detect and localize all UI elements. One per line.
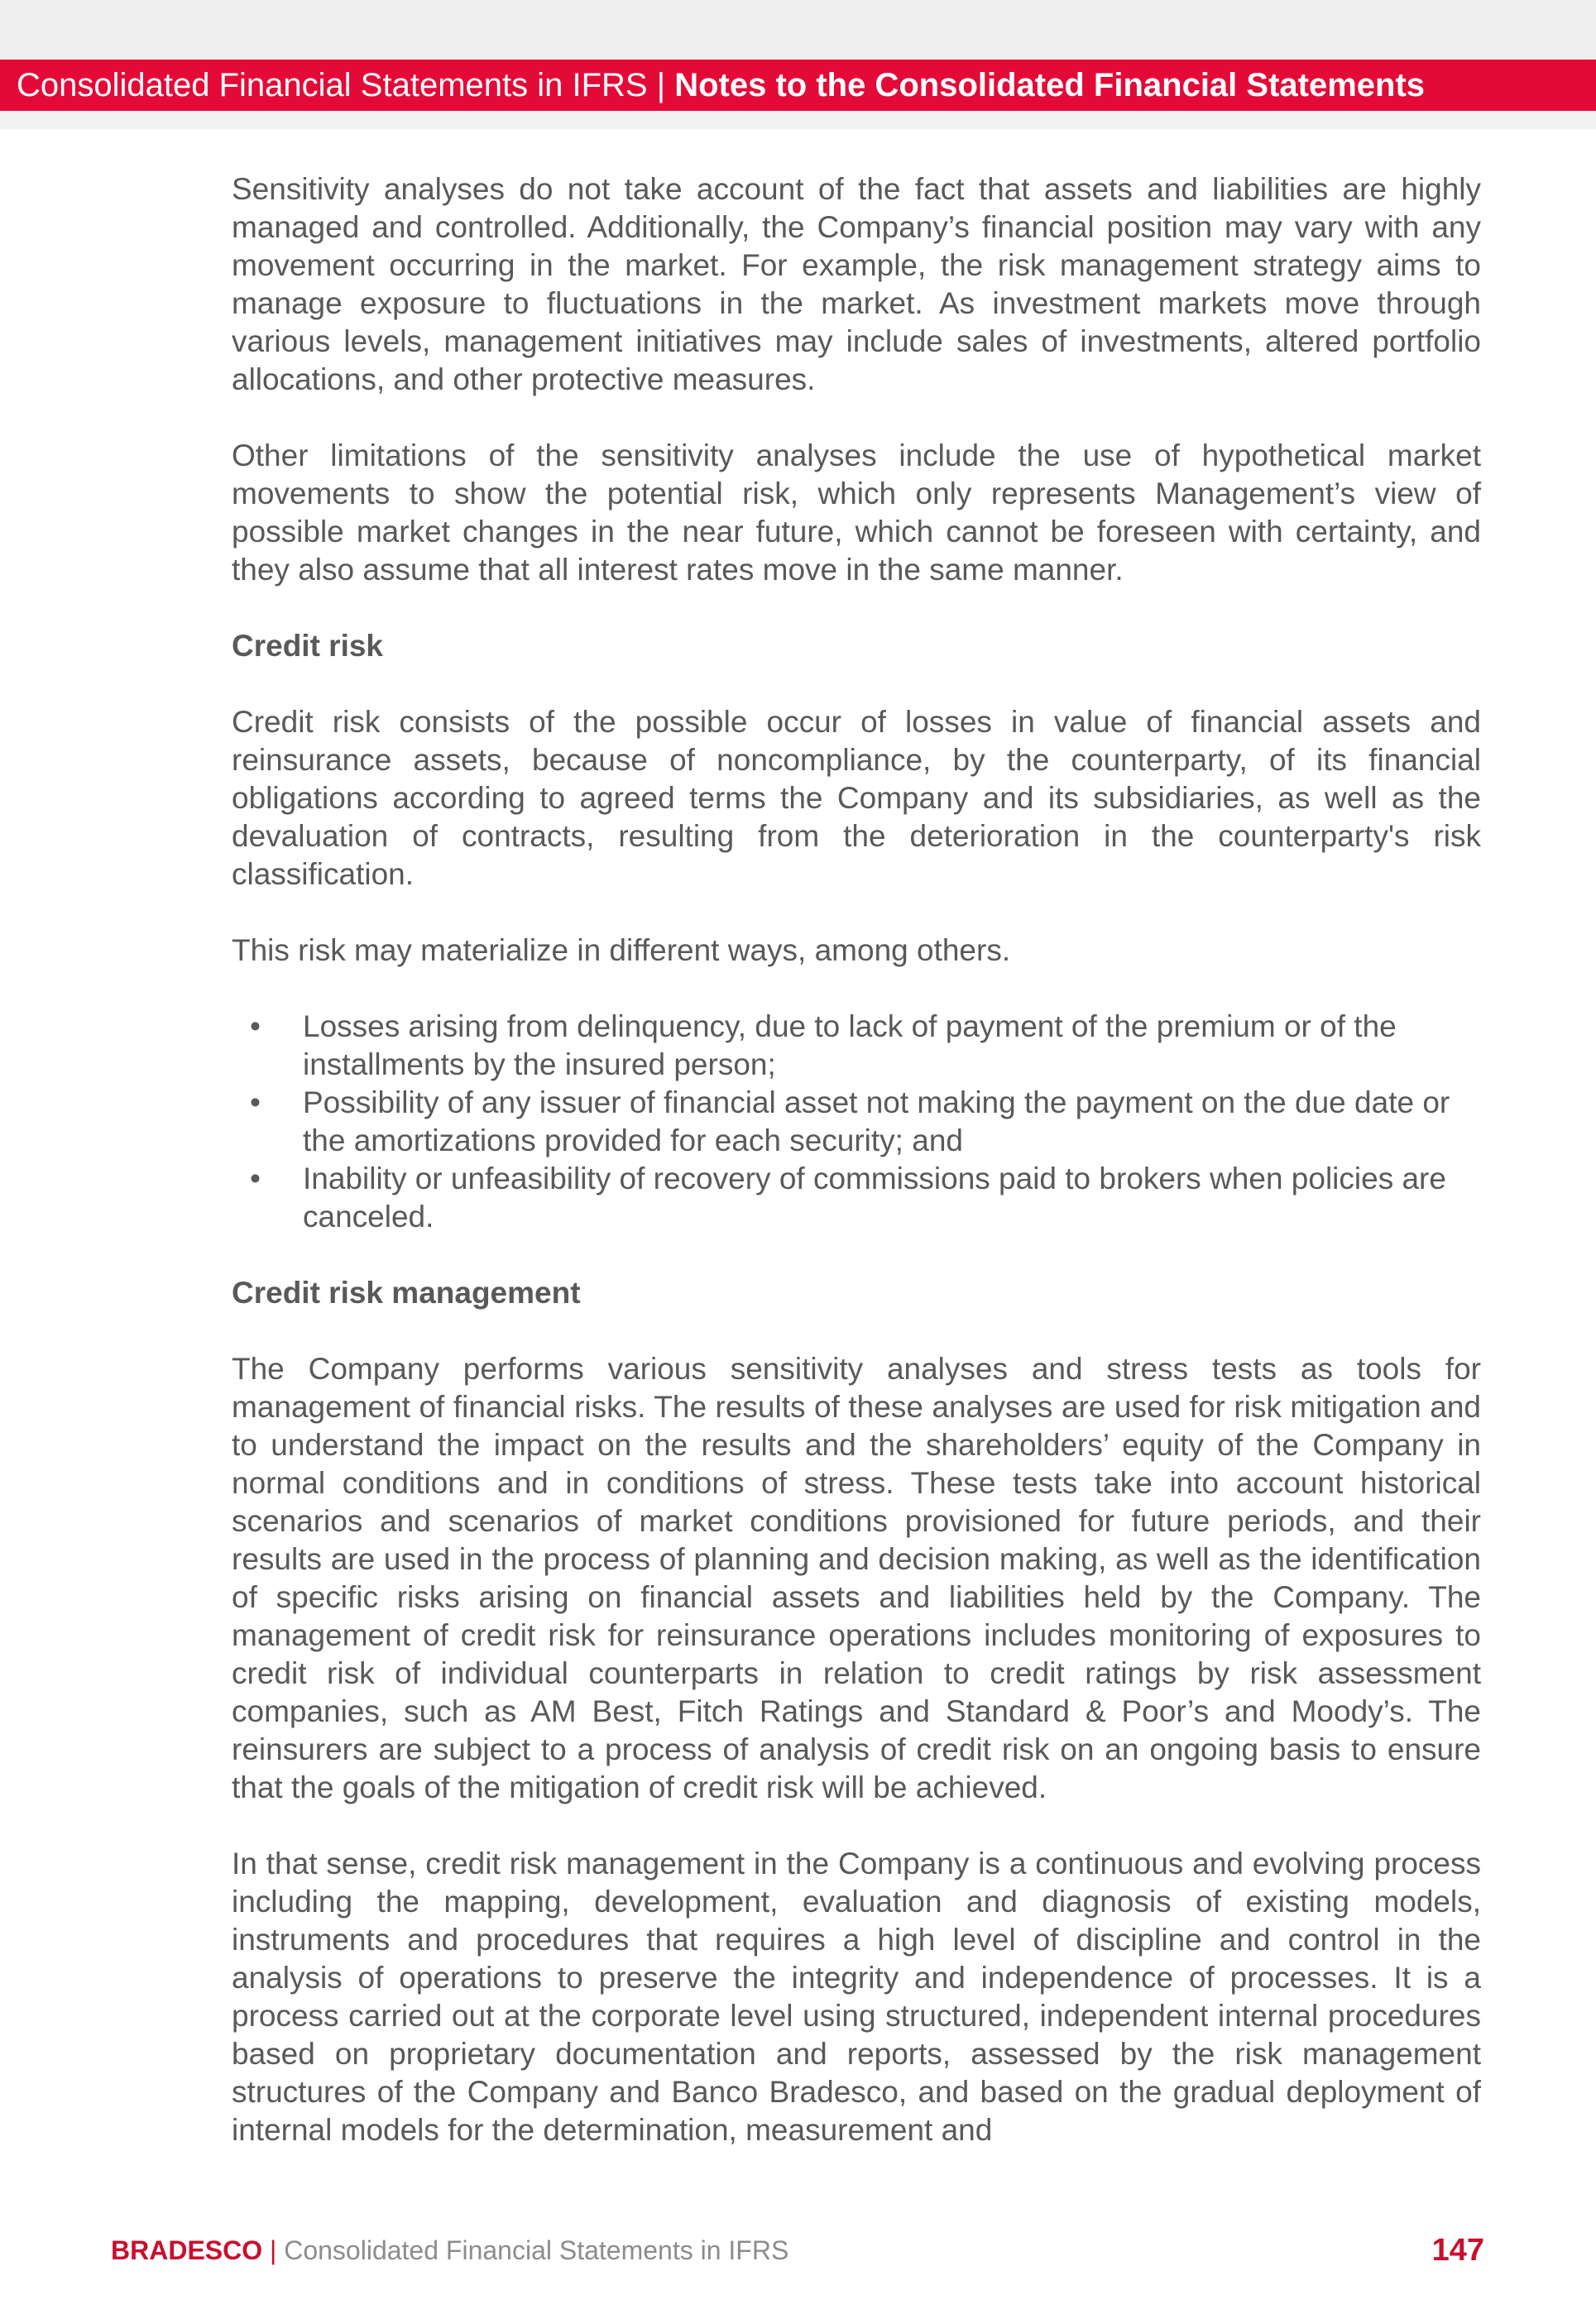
- paragraph-stress-tests: The Company performs various sensitivity analyses and stress tests as tools for management of financial risks. The results of these analyses are used for risk mitigation and to understand the impact on the results and the shareholders’ equity of the Company in normal conditions and in conditions of stress. These tests take into account historical scenarios and scenarios of market conditions provisioned for future periods, and their results are used in the process of planning and decision making, as well as the identification of specific risks arising on financial assets and liabilities held by the Company. The management of credit risk for reinsurance operations includes monitoring of exposures to credit risk of individual counterparts in relation to credit ratings by risk assessment companies, such as AM Best, Fitch Ratings and Standard & Poor’s and Moody’s. The reinsurers are subject to a process of analysis of credit risk on an ongoing basis to ensure that the goals of the mitigation of credit risk will be achieved.: [232, 1352, 1481, 1804]
- main-content: [232, 170, 1481, 2187]
- paragraph-risk-materialize: This risk may materialize in different ways, among others.: [232, 933, 1011, 967]
- bullet-icon: •: [250, 1085, 261, 1119]
- list-item-text: Losses arising from delinquency, due to lack of payment of the premium or of the installments by the insured person;: [303, 1009, 1397, 1081]
- credit-risk-bullet-list: [232, 1008, 1481, 1236]
- footer-separator: |: [262, 2235, 285, 2265]
- footer-document-title: Consolidated Financial Statements in IFRS: [284, 2235, 789, 2265]
- list-item: [232, 1008, 1481, 1084]
- paragraph-continuous-process: In that sense, credit risk management in the Company is a continuous and evolving process including the mapping, development, evaluation and diagnosis of existing models, instruments and procedures that requires a high level of discipline and control in the analysis of operations to preserve the integrity and independence of processes. It is a process carried out at the corporate level using structured, independent internal procedures based on proprietary documentation and reports, assessed by the risk management structures of the Company and Banco Bradesco, and based on the gradual deployment of internal models for the determination, measurement and: [232, 1847, 1481, 2147]
- header-separator: |: [647, 67, 675, 103]
- paragraph-credit-risk-definition: Credit risk consists of the possible occur of losses in value of financial assets and reinsurance assets, because of noncompliance, by the counterparty, of its financial obligations according to agreed terms the Company and its subsidiaries, as well as the devaluation of contracts, resulting from the deterioration in the counterparty's risk classification.: [232, 705, 1481, 891]
- header-underline-strip: [0, 111, 1596, 129]
- list-item-text: Inability or unfeasibility of recovery of commissions paid to brokers when policies are canceled.: [303, 1162, 1446, 1234]
- list-item: [232, 1160, 1481, 1236]
- heading-credit-risk-management: Credit risk management: [232, 1276, 581, 1310]
- header-subsection-title: Notes to the Consolidated Financial Statements: [674, 67, 1426, 103]
- heading-credit-risk: Credit risk: [232, 629, 384, 663]
- top-margin: [0, 0, 1596, 60]
- paragraph-sensitivity-analyses: Sensitivity analyses do not take account of the fact that assets and liabilities are highly managed and controlled. Additionally, the Company’s financial position may vary with any movement occurring in the market. For example, the risk management strategy aims to manage exposure to fluctuations in the market. As investment markets move through various levels, management initiatives may include sales of investments, altered portfolio allocations, and other protective measures.: [232, 172, 1481, 396]
- list-item-text: Possibility of any issuer of financial asset not making the payment on the due date or the amortizations provided for each security; and: [303, 1085, 1450, 1157]
- header-section-title: Consolidated Financial Statements in IFRS: [17, 67, 648, 103]
- bullet-icon: •: [250, 1009, 261, 1043]
- page-header: [0, 60, 1596, 111]
- list-item: [232, 1084, 1481, 1160]
- footer-brand: BRADESCO: [111, 2235, 263, 2265]
- page-footer: [111, 2230, 1484, 2270]
- paragraph-limitations: Other limitations of the sensitivity analyses include the use of hypothetical market movements to show the potential risk, which only represents Management’s view of possible market changes in the near future, which cannot be foreseen with certainty, and they also assume that all interest rates move in the same manner.: [232, 438, 1481, 587]
- bullet-icon: •: [250, 1162, 261, 1195]
- page-number: 147: [1431, 2233, 1484, 2268]
